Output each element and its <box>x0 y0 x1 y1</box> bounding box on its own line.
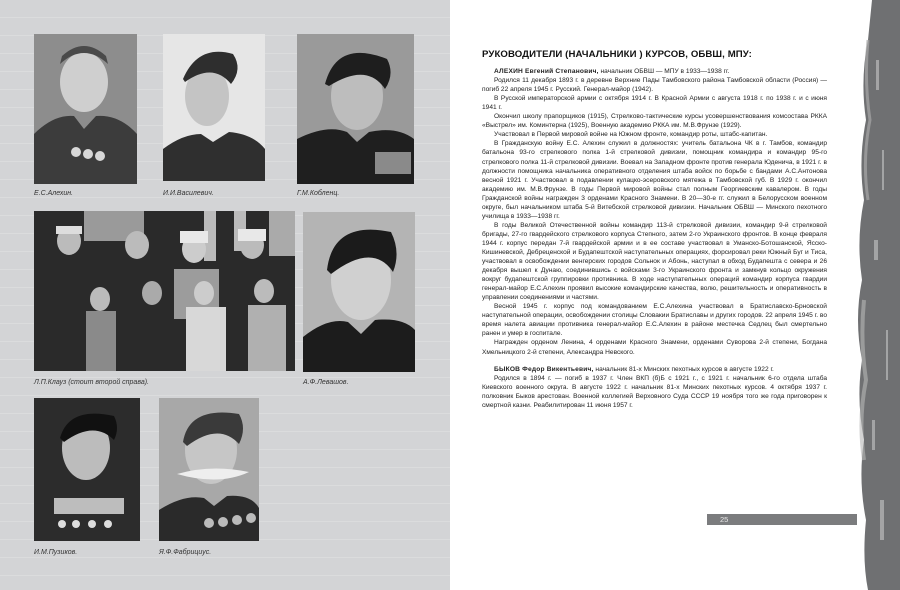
alekhin-paragraph: В годы Великой Отечественной войны командир 113-й стрелковой дивизии, командир 9-й стрелковой бригады, 27-го гвардейского стрелкового корпуса Степного, затем 2-го Украинского фронтов. В конце февраля 1944 г. корпус передан 7-й гвардейской армии и в ее составе участвовал в Уманско-Ботошанской, Ясско-Кишиневской, Дебреценской и Будапештской наступательных операциях, форсировал реки Южный Буг и Тиса, участвовал в освобождении венгерских городов Сольнок и Абонь, наступал в обход Будапешта с севера и 26 декабря вышел к Дунаю, соединившись с войсками 3-го Украинского фронта и замкнув кольцо окружения вокруг будапештской группировки противника. В ходе наступательных операций командир корпуса гвардии генерал-майор Е.С.Алехин проявил высокие командирские качества, волю, решительность и оперативность в управлении соединениями и частями. <box>482 221 827 302</box>
photo-puzikov <box>34 398 140 541</box>
caption-vasilevich: И.И.Василевич. <box>163 190 214 197</box>
alekhin-paragraph: Участвовал в Первой мировой войне на Южном фронте, командир роты, штабс-капитан. <box>494 131 768 139</box>
photo-vasilevich <box>163 34 265 181</box>
alekhin-intro <box>482 67 827 76</box>
grunge-edge-decoration <box>852 0 900 590</box>
bykov-intro <box>482 365 827 374</box>
alekhin-paragraph: Весной 1945 г. корпус под командованием Е.С.Алехина участвовал в Братиславско-Брновской наступательной операции, освобождении столицы Словакии Братиславы и других городов. 22 апреля 1945 г. во время налета авиации противника генерал-майор Е.С.Алехин в районе местечка Седлец был смертельно ранен и умер в госпитале. <box>482 303 828 338</box>
alekhin-paragraph: В Гражданскую войну Е.С. Алехин служил в должностях: учитель батальона ЧК в г. Тамбов, командир батальона 93-го стрелкового полка 1-й стрелковой дивизии, помощник командира и командир 95-го стрелкового полка 11-й стрелковой дивизии. Воевал на Западном фронте против генерала Юденича, в 1921 г. в должности помощника начальника оперативного отделения штаба войск по борьбе с бандами А.С.Антонова весной 1921 г. Участвовал в подавлении кулацко-эсеровского мятежа в Тамбовской губ. В 1929 г. окончил академию им. М.В.Фрунзе. В годы Первой мировой войны стал полным Георгиевским кавалером. В годы Гражданской войны награжден 3 орденами Красного Знамени. В 20—30-е гг. служил в Белорусском военном округе, был начальником штаба 5-й Витебской стрелковой дивизии. Начальник ОБВШ — Минского пехотного училища в 1933—1938 гг. <box>482 140 827 220</box>
alekhin-paragraph: Окончил школу прапорщиков (1915), Стрелково-тактические курсы усовершенствования комсостава РККА «Выстрел» им. Коминтерна (1925), Военную академию РККА им. М.В.Фрунзе (1929). <box>482 113 827 130</box>
article-body <box>482 50 827 410</box>
alekhin-paragraph: Родился 11 декабря 1893 г. в деревне Верхние Пады Тамбовского района Тамбовской области (Россия) — погиб 22 апреля 1945 г. Русский. Генерал-майор (1942). <box>482 77 827 94</box>
photo-levashov <box>303 212 415 372</box>
section-heading: РУКОВОДИТЕЛИ (НАЧАЛЬНИКИ ) КУРСОВ, ОБВШ, МПУ: <box>482 49 752 60</box>
photo-klaus-group <box>34 211 295 371</box>
alekhin-title: начальник ОБВШ — МПУ в 1933—1938 гг. <box>598 68 730 76</box>
alekhin-name: АЛЕХИН Евгений Степанович, <box>494 68 599 76</box>
caption-koblenz: Г.М.Кобленц. <box>297 190 340 197</box>
caption-klaus: Л.П.Клауз (стоит второй справа). <box>34 379 149 386</box>
photo-alekhin <box>34 34 137 184</box>
alekhin-paragraph: В Русской императорской армии с октября 1914 г. В Красной Армии с августа 1918 г. по 1938 г. и с июня 1941 г. <box>482 95 827 112</box>
caption-fabritsius: Я.Ф.Фабрициус. <box>159 549 212 556</box>
page-number: 25 <box>720 515 729 524</box>
bykov-paragraph: Родился в 1894 г. — погиб в 1937 г. Член ВКП (б)Б с 1921 г., с 1921 г. начальник 6-го отдела штаба Киевского военного округа. В августе 1922 г. начальник 81-х Минских пехотных курсов. 4 октября 1937 г. полковник Быков арестован. Военной коллегией Верховного Суда СССР 19 ноября того же года приговорен к смертной казни. Реабилитирован 11 июня 1957 г. <box>482 374 827 409</box>
caption-alekhin: Е.С.Алехин. <box>34 190 74 197</box>
page-number-bar <box>707 514 857 525</box>
bykov-name: БЫКОВ Федор Викентьевич, <box>494 365 594 373</box>
alekhin-paragraph: Награжден орденом Ленина, 4 орденами Красного Знамени, орденами Суворова 2-й степени, Богдана Хмельницкого 2-й степени, Александра Невского. <box>482 339 827 356</box>
right-page-text <box>450 0 900 590</box>
photo-fabritsius <box>159 398 259 541</box>
photo-koblenz <box>297 34 414 184</box>
caption-puzikov: И.М.Пузиков. <box>34 549 78 556</box>
bykov-title: начальник 81-х Минских пехотных курсов в августе 1922 г. <box>593 365 774 373</box>
caption-levashov: А.Ф.Левашов. <box>303 379 349 386</box>
